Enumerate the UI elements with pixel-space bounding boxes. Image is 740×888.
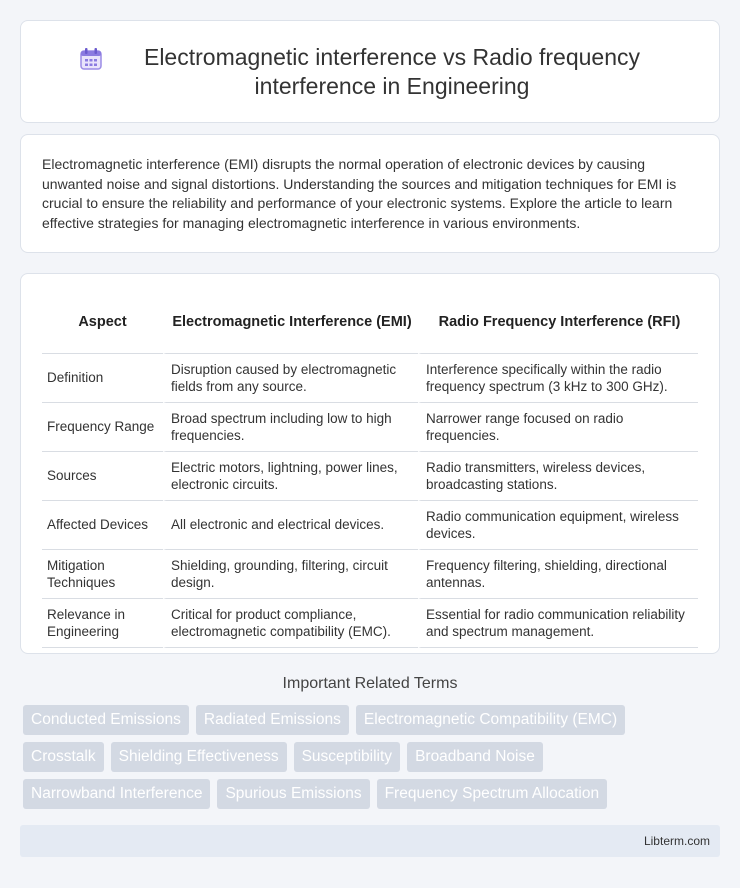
cell-aspect: Definition xyxy=(42,354,163,403)
comparison-card xyxy=(20,273,720,654)
cell-rfi: Interference specifically within the radio frequency spectrum (3 kHz to 300 GHz). xyxy=(418,354,698,403)
cell-rfi: Radio communication equipment, wireless devices. xyxy=(418,501,698,550)
cell-rfi: Radio transmitters, wireless devices, broadcasting stations. xyxy=(418,452,698,501)
table-row xyxy=(42,599,698,648)
table-row xyxy=(42,501,698,550)
tag-narrowband-interference[interactable]: Narrowband Interference xyxy=(23,779,210,809)
tag-radiated-emissions[interactable]: Radiated Emissions xyxy=(196,705,349,735)
intro-paragraph: Electromagnetic interference (EMI) disrupts the normal operation of electronic devices by causing unwanted noise and signal distortions. Understanding the sources and mitigation techniques for EMI is crucial to ensure the reliability and performance of your electronic systems. Explore the article to learn effective strategies for managing electromagnetic interference in various environments. xyxy=(42,156,677,231)
table-row xyxy=(42,354,698,403)
comparison-table xyxy=(42,292,698,648)
tag-crosstalk[interactable]: Crosstalk xyxy=(23,742,104,772)
cell-rfi: Essential for radio communication reliability and spectrum management. xyxy=(418,599,698,648)
cell-emi: Electric motors, lightning, power lines, electronic circuits. xyxy=(163,452,418,501)
tag-conducted-emissions[interactable]: Conducted Emissions xyxy=(23,705,189,735)
page-title: Electromagnetic interference vs Radio frequency interference in Engineering xyxy=(143,43,641,99)
cell-emi: Critical for product compliance, electromagnetic compatibility (EMC). xyxy=(163,599,418,648)
intro-card xyxy=(20,134,720,253)
tag-emc[interactable]: Electromagnetic Compatibility (EMC) xyxy=(356,705,625,735)
title-card xyxy=(20,20,720,123)
cell-emi: All electronic and electrical devices. xyxy=(163,501,418,550)
cell-aspect: Mitigation Techniques xyxy=(42,550,163,599)
cell-emi: Shielding, grounding, filtering, circuit design. xyxy=(163,550,418,599)
table-row xyxy=(42,452,698,501)
cell-rfi: Narrower range focused on radio frequencies. xyxy=(418,403,698,452)
tag-frequency-spectrum-allocation[interactable]: Frequency Spectrum Allocation xyxy=(377,779,608,809)
tag-row xyxy=(23,779,723,809)
tag-row xyxy=(23,705,723,735)
cell-aspect: Affected Devices xyxy=(42,501,163,550)
tag-spurious-emissions[interactable]: Spurious Emissions xyxy=(217,779,369,809)
cell-aspect: Sources xyxy=(42,452,163,501)
calendar-icon xyxy=(78,46,104,72)
cell-aspect: Frequency Range xyxy=(42,403,163,452)
table-header-row xyxy=(42,292,698,354)
tag-shielding-effectiveness[interactable]: Shielding Effectiveness xyxy=(111,742,287,772)
cell-emi: Disruption caused by electromagnetic fields from any source. xyxy=(163,354,418,403)
header-rfi: Radio Frequency Interference (RFI) xyxy=(418,292,698,354)
related-terms-heading: Important Related Terms xyxy=(282,675,458,692)
footer-brand-link[interactable]: Libterm.com xyxy=(643,834,710,848)
tag-broadband-noise[interactable]: Broadband Noise xyxy=(407,742,543,772)
footer xyxy=(20,825,720,857)
header-emi: Electromagnetic Interference (EMI) xyxy=(163,292,418,354)
table-row xyxy=(42,550,698,599)
related-terms-list xyxy=(23,705,723,816)
tag-susceptibility[interactable]: Susceptibility xyxy=(294,742,400,772)
cell-emi: Broad spectrum including low to high frequencies. xyxy=(163,403,418,452)
table-row xyxy=(42,403,698,452)
tag-row xyxy=(23,742,723,772)
cell-aspect: Relevance in Engineering xyxy=(42,599,163,648)
header-aspect: Aspect xyxy=(42,292,163,354)
cell-rfi: Frequency filtering, shielding, directional antennas. xyxy=(418,550,698,599)
